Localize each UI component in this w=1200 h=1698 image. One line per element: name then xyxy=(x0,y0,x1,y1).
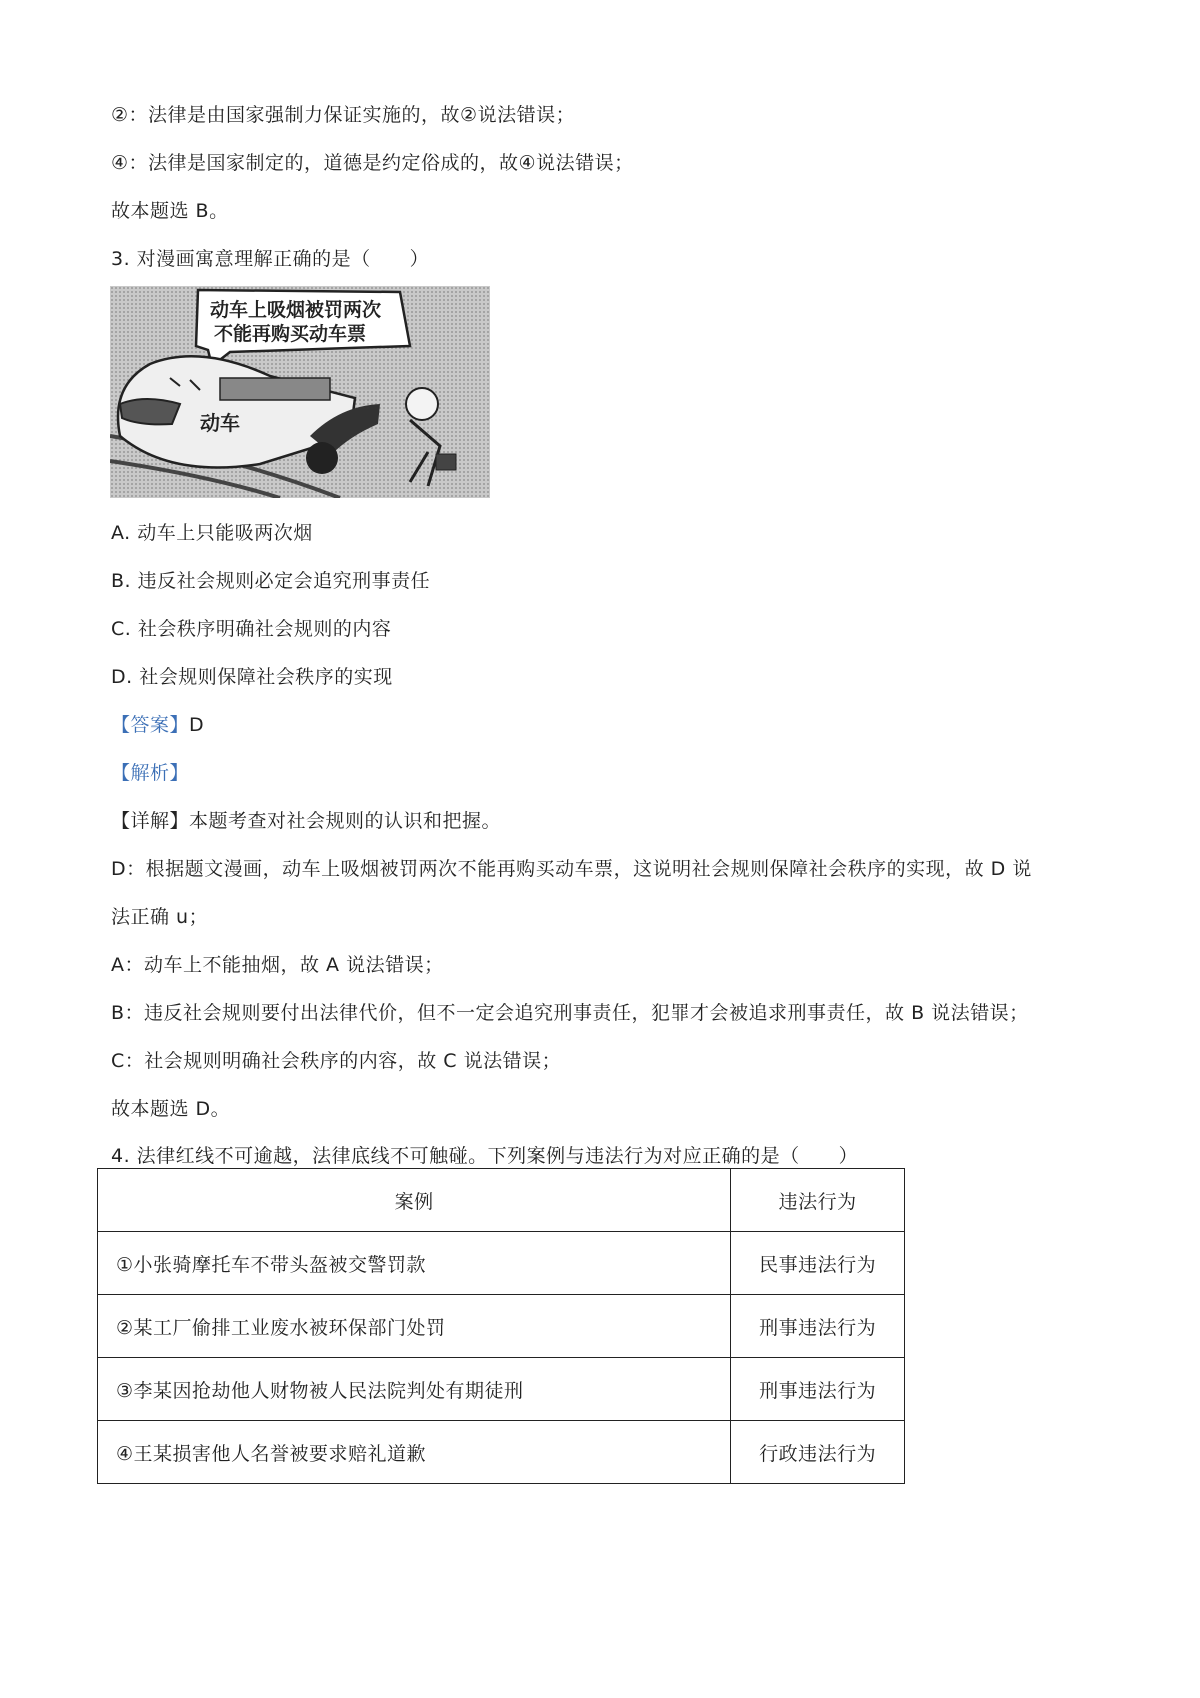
table-row xyxy=(98,1232,905,1295)
option-a: A. 动车上只能吸两次烟 xyxy=(111,522,313,544)
question-3-stem: 3. 对漫画寓意理解正确的是（ ） xyxy=(111,248,430,270)
answer-line xyxy=(111,712,204,738)
table-row xyxy=(98,1421,905,1484)
option-b: B. 违反社会规则必定会追究刑事责任 xyxy=(111,570,431,592)
case-cell: ①小张骑摩托车不带头盔被交警罚款 xyxy=(98,1232,731,1295)
answer-tag: 【答案】 xyxy=(111,714,190,736)
detail-b-line: B：违反社会规则要付出法律代价，但不一定会追究刑事责任，犯罪才会被追求刑事责任，故 B 说法错误； xyxy=(111,1002,1029,1024)
option-c: C. 社会秩序明确社会规则的内容 xyxy=(111,618,392,640)
table-header-row xyxy=(98,1169,905,1232)
conclusion-q2: 故本题选 B。 xyxy=(111,200,229,222)
table-row xyxy=(98,1358,905,1421)
analysis-point-2: ②：法律是由国家强制力保证实施的，故②说法错误； xyxy=(111,104,576,126)
case-cell: ③李某因抢劫他人财物被人民法院判处有期徒刑 xyxy=(98,1358,731,1421)
detail-intro-text: 本题考查对社会规则的认识和把握。 xyxy=(189,810,502,832)
option-d: D. 社会规则保障社会秩序的实现 xyxy=(111,666,393,688)
case-cell: ④王某损害他人名誉被要求赔礼道歉 xyxy=(98,1421,731,1484)
violation-cell: 行政违法行为 xyxy=(731,1421,905,1484)
header-case: 案例 xyxy=(98,1169,731,1232)
table-row xyxy=(98,1295,905,1358)
cases-table xyxy=(97,1168,905,1484)
violation-cell: 民事违法行为 xyxy=(731,1232,905,1295)
detail-c-line: C：社会规则明确社会秩序的内容，故 C 说法错误； xyxy=(111,1050,562,1072)
header-violation: 违法行为 xyxy=(731,1169,905,1232)
comic-caption-line1: 动车上吸烟被罚两次 xyxy=(210,299,382,321)
detail-intro xyxy=(111,808,501,834)
question-4-stem: 4. 法律红线不可逾越，法律底线不可触碰。下列案例与违法行为对应正确的是（ ） xyxy=(111,1145,859,1167)
comic-image xyxy=(110,286,490,498)
violation-cell: 刑事违法行为 xyxy=(731,1358,905,1421)
train-label: 动车 xyxy=(200,411,240,435)
analysis-tag: 【解析】 xyxy=(111,762,190,784)
conclusion-q3: 故本题选 D。 xyxy=(111,1098,231,1120)
analysis-point-4: ④：法律是国家制定的，道德是约定俗成的，故④说法错误； xyxy=(111,152,634,174)
detail-d-line1: D：根据题文漫画，动车上吸烟被罚两次不能再购买动车票，这说明社会规则保障社会秩序的实现，故 D 说 xyxy=(111,858,1032,880)
detail-a-line: A：动车上不能抽烟，故 A 说法错误； xyxy=(111,954,444,976)
detail-d-line2: 法正确 u； xyxy=(111,906,209,928)
answer-value: D xyxy=(189,714,205,736)
case-cell: ②某工厂偷排工业废水被环保部门处罚 xyxy=(98,1295,731,1358)
detail-tag: 【详解】 xyxy=(111,810,190,832)
comic-caption-line2: 不能再购买动车票 xyxy=(214,323,367,345)
violation-cell: 刑事违法行为 xyxy=(731,1295,905,1358)
